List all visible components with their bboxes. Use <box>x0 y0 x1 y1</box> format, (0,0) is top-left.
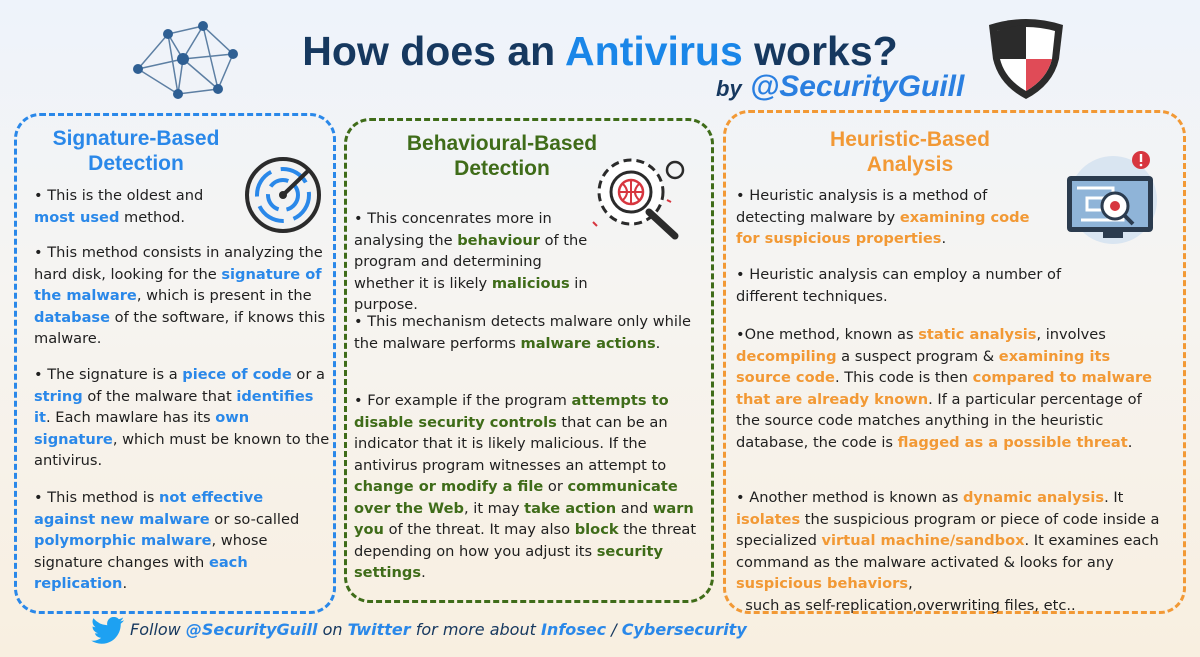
behavioural-title: Behavioural-Based Detection <box>406 132 598 180</box>
footer-handle-link[interactable]: @SecurityGuill <box>185 620 318 639</box>
byline: by @SecurityGuill <box>716 70 965 103</box>
heuristic-point-1: • Heuristic analysis is a method of detecting malware by examining code for suspicious properties. <box>736 187 1030 247</box>
page-title: How does an Antivirus works? <box>302 28 898 74</box>
behavioural-point-3: • For example if the program attempts to disable security controls that can be an indicator that it is likely malicious. If the antivirus program witnesses an attempt to change or modify a file or communicate over the Web, it may take action and warn you of the threat. It may also block the threat depending on how you adjust its security settings. <box>354 392 697 581</box>
footer-cybersecurity: Cybersecurity <box>621 620 747 639</box>
behavioural-point-1: • This concenrates more in analysing the behaviour of the program and determining whether it is likely malicious in purpose. <box>354 210 588 313</box>
twitter-bird-icon <box>90 617 126 645</box>
heuristic-point-2: • Heuristic analysis can employ a number of different techniques. <box>736 266 1062 305</box>
signature-point-1: • This is the oldest and most used method. <box>34 187 204 226</box>
signature-title: Signature-Based Detection <box>52 127 220 175</box>
footer-twitter-link[interactable]: Twitter <box>347 620 411 639</box>
footer-infosec: Infosec <box>540 620 607 639</box>
heuristic-point-3: •One method, known as static analysis, involves decompiling a suspect program & examining its source code. This code is then compared to malware that are already known. If a particular percentage of the source code matches anything in the heuristic database, the code is flagged as a possible threat. <box>736 326 1153 451</box>
heuristic-point-4: • Another method is known as dynamic analysis. It isolates the suspicious program or piece of code inside a specialized virtual machine/sandbox. It examines each command as the malware activated & looks for any suspicious behaviors, such as self-replication,overwriting files, etc.. <box>736 489 1160 614</box>
monitor-bug-alert-icon <box>1053 148 1173 246</box>
footer: Follow @SecurityGuill on Twitter for more about Infosec / Cybersecurity <box>130 620 747 639</box>
heuristic-title: Heuristic-Based Analysis <box>830 128 990 176</box>
radar-icon <box>240 155 326 235</box>
signature-point-3: • The signature is a piece of code or a string of the malware that identifies it. Each mawlare has its own signature, which must be known to the antivirus. <box>34 366 330 469</box>
signature-point-2: • This method consists in analyzing the hard disk, looking for the signature of the malware, which is present in the database of the software, if knows this malware. <box>34 244 326 347</box>
title-highlight: Antivirus <box>565 28 743 74</box>
signature-point-4: • This method is not effective against new malware or so-called polymorphic malware, whose signature changes with each replication. <box>34 489 300 592</box>
byline-handle: @SecurityGuill <box>750 70 965 103</box>
behavioural-point-2: • This mechanism detects malware only while the malware performs malware actions. <box>354 313 691 352</box>
